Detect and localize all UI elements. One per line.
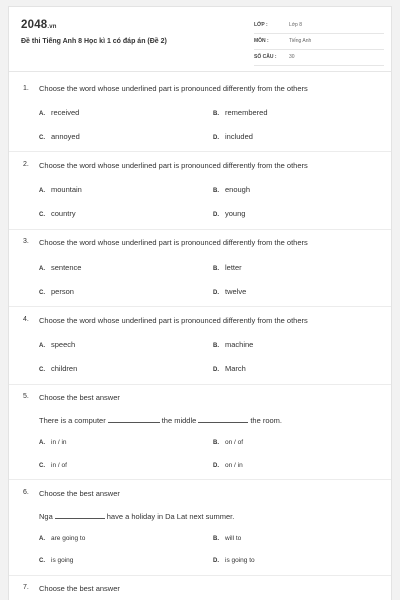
option-text: March [225,364,246,373]
info-label: SỐ CÂU : [254,54,277,60]
option-text: sentence [51,263,82,272]
option-text: country [51,209,76,218]
option-letter: D. [213,290,219,296]
option-c[interactable] [39,462,67,469]
option-text: twelve [225,287,247,296]
option-letter: A. [39,266,45,272]
option-letter: C. [39,290,45,296]
option-a[interactable] [39,439,67,446]
option-letter: A. [39,188,45,194]
option-text: is going to [225,557,255,564]
option-letter: C. [39,463,45,469]
option-letter: D. [213,135,219,141]
option-text: speech [51,340,76,349]
info-value: Lớp 8 [289,22,303,28]
option-letter: C. [39,367,45,373]
question-number: 4. [23,316,29,323]
site-logo[interactable] [21,19,57,31]
option-letter: D. [213,463,219,469]
option-text: are going to [51,535,86,542]
option-letter: B. [213,536,219,542]
option-text: mountain [51,185,82,194]
option-text: on / of [225,439,244,446]
question-number: 3. [23,238,29,245]
info-row-question-count [254,51,384,66]
option-a[interactable] [39,535,85,542]
option-d[interactable] [213,209,245,218]
sentence-part: the middle [161,416,197,425]
option-text: letter [225,263,242,272]
option-a[interactable] [39,340,75,349]
option-text: person [51,287,74,296]
option-c[interactable] [39,287,74,296]
question-text: Choose the best answer [39,489,120,498]
option-c[interactable] [39,132,80,141]
sentence-part: the room. [250,416,282,425]
document-title: Đề thi Tiếng Anh 8 Học kì 1 có đáp án (Đề 2) [21,38,167,45]
question-divider [9,306,391,307]
option-b[interactable] [213,108,268,117]
option-b[interactable] [213,185,250,194]
option-letter: A. [39,440,45,446]
option-c[interactable] [39,364,77,373]
option-b[interactable] [213,535,241,542]
sentence-part: There is a computer [39,416,106,425]
question-number: 7. [23,584,29,591]
option-b[interactable] [213,340,253,349]
question-divider [9,384,391,385]
option-letter: B. [213,343,219,349]
question-text: Choose the best answer [39,584,120,593]
header-divider [9,71,391,72]
question-number: 2. [23,161,29,168]
option-letter: D. [213,212,219,218]
question-text: Choose the best answer [39,393,120,402]
logo-sub-text: .vn [47,24,57,30]
option-text: will to [225,535,242,542]
option-text: included [225,132,253,141]
question-text: Choose the word whose underlined part is pronounced differently from the others [39,161,308,170]
option-letter: A. [39,343,45,349]
question-text: Choose the word whose underlined part is pronounced differently from the others [39,316,308,325]
option-text: young [225,209,246,218]
info-value: 30 [289,54,295,60]
info-value: Tiếng Anh [289,38,312,44]
option-letter: C. [39,135,45,141]
option-c[interactable] [39,557,73,564]
option-text: in / of [51,462,67,469]
option-a[interactable] [39,263,81,272]
info-label: MÔN : [254,38,269,44]
question-divider [9,479,391,480]
exam-sheet [8,6,392,600]
option-d[interactable] [213,462,243,469]
option-d[interactable] [213,557,255,564]
info-label: LỚP : [254,22,268,28]
option-text: annoyed [51,132,80,141]
option-text: remembered [225,108,268,117]
answer-blank[interactable] [108,415,160,423]
question-sentence [39,415,282,425]
logo-main-text: 2048 [21,19,48,31]
option-letter: B. [213,188,219,194]
sentence-part: Nga [39,512,53,521]
option-letter: D. [213,367,219,373]
question-number: 6. [23,489,29,496]
question-divider [9,575,391,576]
option-a[interactable] [39,108,79,117]
answer-blank[interactable] [198,415,248,423]
option-text: on / in [225,462,243,469]
question-sentence [39,511,234,521]
option-letter: C. [39,212,45,218]
question-number: 5. [23,393,29,400]
option-b[interactable] [213,263,242,272]
option-d[interactable] [213,132,253,141]
option-text: received [51,108,80,117]
option-a[interactable] [39,185,82,194]
question-divider [9,151,391,152]
option-letter: A. [39,536,45,542]
option-text: is going [51,557,74,564]
option-c[interactable] [39,209,76,218]
answer-blank[interactable] [55,511,105,519]
option-text: children [51,364,78,373]
question-divider [9,229,391,230]
option-letter: A. [39,111,45,117]
question-number: 1. [23,85,29,92]
option-d[interactable] [213,287,246,296]
option-letter: D. [213,558,219,564]
info-row-subject [254,35,384,50]
option-letter: B. [213,266,219,272]
question-text: Choose the word whose underlined part is pronounced differently from the others [39,84,308,93]
info-row-class [254,19,384,34]
option-letter: B. [213,111,219,117]
sentence-part: have a holiday in Da Lat next summer. [106,512,235,521]
option-d[interactable] [213,364,246,373]
option-text: machine [225,340,254,349]
option-letter: B. [213,440,219,446]
option-b[interactable] [213,439,243,446]
option-text: enough [225,185,251,194]
option-text: in / in [51,439,67,446]
question-text: Choose the word whose underlined part is pronounced differently from the others [39,238,308,247]
option-letter: C. [39,558,45,564]
